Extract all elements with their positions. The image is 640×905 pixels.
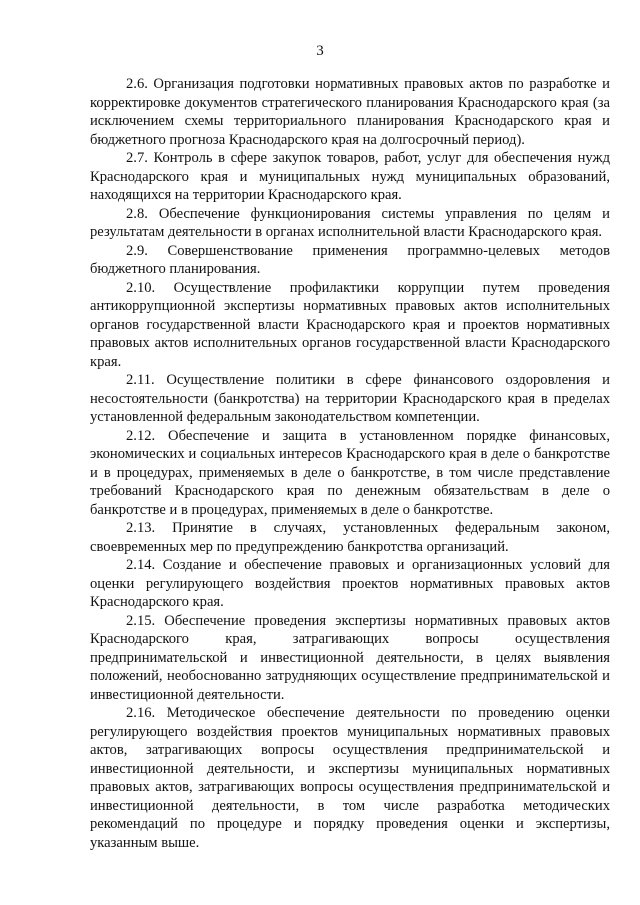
paragraph-2-8: 2.8. Обеспечение функционирования системы управления по целям и результатам деятельности в органах исполнительной власти Краснодарского края. bbox=[90, 205, 610, 240]
paragraph-2-14: 2.14. Создание и обеспечение правовых и организационных условий для оценки регулирующего воздействия проектов нормативных правовых актов Краснодарского края. bbox=[90, 557, 610, 610]
paragraph-2-15: 2.15. Обеспечение проведения экспертизы нормативных правовых актов Краснодарского края, затрагивающих вопросы осуществления предпринимательской и инвестиционной деятельности, в целях выявления положений, необоснованно затрудняющих осуществление предпринимательской и инвестиционной деятельности. bbox=[90, 612, 610, 703]
document-body bbox=[90, 75, 610, 852]
paragraph-2-6: 2.6. Организация подготовки нормативных правовых актов по разработке и корректировке документов стратегического планирования Краснодарского края (за исключением схемы территориального планирования Краснодарского края и бюджетного прогноза Краснодарского края на долгосрочный период). bbox=[90, 76, 610, 148]
paragraph-2-11: 2.11. Осуществление политики в сфере финансового оздоровления и несостоятельности (банкротства) на территории Краснодарского края в пределах установленной федеральным законодательством компетенции. bbox=[90, 372, 610, 425]
page-number: 3 bbox=[316, 43, 324, 59]
paragraph-2-12: 2.12. Обеспечение и защита в установленном порядке финансовых, экономических и социальных интересов Краснодарского края в деле о банкротстве и в процедурах, применяемых в деле о банкротстве, в том числе представление требований Краснодарского края по денежным обязательствам в деле о банкротстве и в процедурах, применяемых в деле о банкротстве. bbox=[90, 427, 610, 518]
paragraph-2-13: 2.13. Принятие в случаях, установленных федеральным законом, своевременных мер по предупреждению банкротства организаций. bbox=[90, 520, 610, 555]
paragraph-2-9: 2.9. Совершенствование применения программно-целевых методов бюджетного планирования. bbox=[90, 242, 610, 277]
paragraph-2-16: 2.16. Методическое обеспечение деятельности по проведению оценки регулирующего воздействия проектов муниципальных нормативных правовых актов, затрагивающих вопросы осуществления предпринимательской и инвестиционной деятельности, и экспертизы муниципальных нормативных правовых актов, затрагивающих вопросы осуществления предпринимательской и инвестиционной деятельности, в том числе разработка методических рекомендаций по процедуре и порядку проведения оценки и экспертизы, указанным выше. bbox=[90, 705, 610, 851]
paragraph-2-10: 2.10. Осуществление профилактики коррупции путем проведения антикоррупционной экспертизы нормативных правовых актов исполнительных органов государственной власти Краснодарского края и проектов нормативных правовых актов исполнительных органов государственной власти Краснодарского края. bbox=[90, 279, 610, 370]
paragraph-2-7: 2.7. Контроль в сфере закупок товаров, работ, услуг для обеспечения нужд Краснодарского края и муниципальных нужд муниципальных образований, находящихся на территории Краснодарского края. bbox=[90, 150, 610, 203]
